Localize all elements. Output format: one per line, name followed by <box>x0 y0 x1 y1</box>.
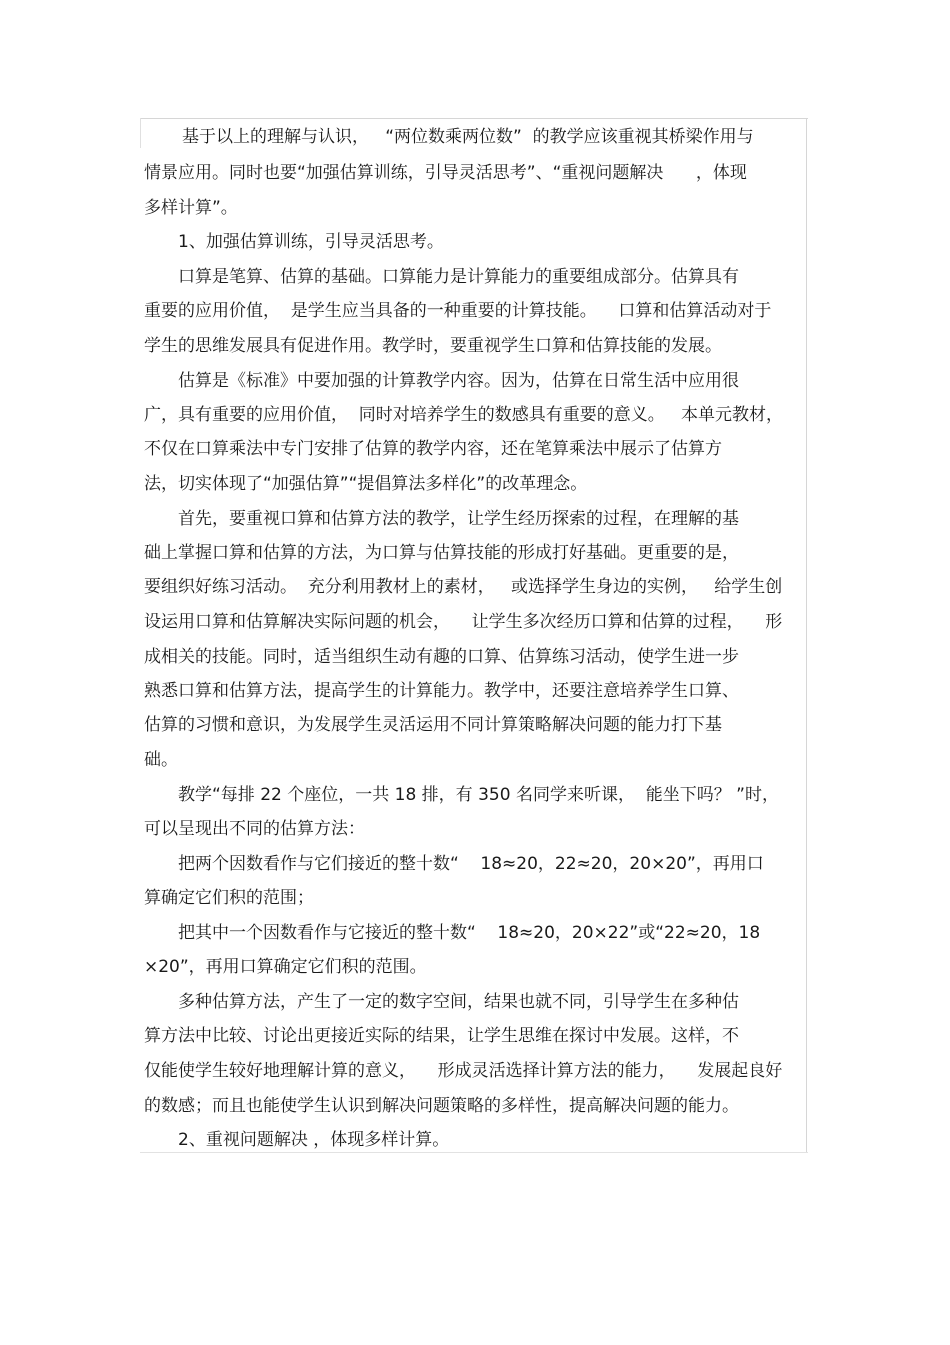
page-border-top <box>140 118 808 119</box>
text-line: ×20”，再用口算确定它们积的范围。 <box>144 957 427 977</box>
text-line: 多种估算方法，产生了一定的数字空间，结果也就不同，引导学生在多种估 <box>178 992 739 1012</box>
text-line: 础。 <box>144 750 178 770</box>
text-line: 法，切实体现了“加强估算”“提倡算法多样化”的改革理念。 <box>144 474 588 494</box>
text-line: 多样计算”。 <box>144 198 238 218</box>
text-line: 首先，要重视口算和估算方法的教学，让学生经历探索的过程，在理解的基 <box>178 509 739 529</box>
text-line: 仅能使学生较好地理解计算的意义， 形成灵活选择计算方法的能力， 发展起良好 <box>144 1061 783 1081</box>
text-line: 情景应用。同时也要“加强估算训练，引导灵活思考”、“重视问题解决 ，体现 <box>144 163 747 183</box>
text-line: 学生的思维发展具有促进作用。教学时，要重视学生口算和估算技能的发展。 <box>144 336 722 356</box>
text-line: 设运用口算和估算解决实际问题的机会， 让学生多次经历口算和估算的过程， 形 <box>144 612 783 632</box>
text-line: 要组织好练习活动。 充分利用教材上的素材， 或选择学生身边的实例， 给学生创 <box>144 577 783 597</box>
text-line: 础上掌握口算和估算的方法，为口算与估算技能的形成打好基础。更重要的是， <box>144 543 739 563</box>
text-line: 可以呈现出不同的估算方法： <box>144 819 365 839</box>
text-line: 算确定它们积的范围； <box>144 888 314 908</box>
text-line: 估算的习惯和意识，为发展学生灵活运用不同计算策略解决问题的能力打下基 <box>144 715 722 735</box>
text-line: 广，具有重要的应用价值， 同时对培养学生的数感具有重要的意义。 本单元教材， <box>144 405 784 425</box>
page-border-left <box>140 118 141 148</box>
text-line: 不仅在口算乘法中专门安排了估算的教学内容，还在笔算乘法中展示了估算方 <box>144 439 722 459</box>
text-line: 教学“每排 22 个座位，一共 18 排，有 350 名同学来听课， 能坐下吗？ ”时， <box>178 785 779 805</box>
page-border-right <box>806 118 807 1152</box>
text-line: 重要的应用价值， 是学生应当具备的一种重要的计算技能。 口算和估算活动对于 <box>144 301 772 321</box>
text-line: 成相关的技能。同时，适当组织生动有趣的口算、估算练习活动，使学生进一步 <box>144 647 739 667</box>
text-line: 基于以上的理解与认识， “两位数乘两位数” 的教学应该重视其桥梁作用与 <box>182 127 754 147</box>
page-border-bottom <box>140 1152 808 1153</box>
section-heading: 2、重视问题解决 ，体现多样计算。 <box>178 1130 450 1150</box>
text-line: 把其中一个因数看作与它接近的整十数“ 18≈20，20×22”或“22≈20，18 <box>178 923 761 943</box>
text-line: 把两个因数看作与它们接近的整十数“ 18≈20，22≈20，20×20”，再用口 <box>178 854 764 874</box>
section-heading: 1、加强估算训练，引导灵活思考。 <box>178 232 444 252</box>
text-line: 熟悉口算和估算方法，提高学生的计算能力。教学中，还要注意培养学生口算、 <box>144 681 739 701</box>
text-line: 算方法中比较、讨论出更接近实际的结果，让学生思维在探讨中发展。这样，不 <box>144 1026 739 1046</box>
text-line: 口算是笔算、估算的基础。口算能力是计算能力的重要组成部分。估算具有 <box>178 267 739 287</box>
text-line: 估算是《标准》中要加强的计算教学内容。因为，估算在日常生活中应用很 <box>178 371 739 391</box>
text-line: 的数感；而且也能使学生认识到解决问题策略的多样性，提高解决问题的能力。 <box>144 1096 739 1116</box>
